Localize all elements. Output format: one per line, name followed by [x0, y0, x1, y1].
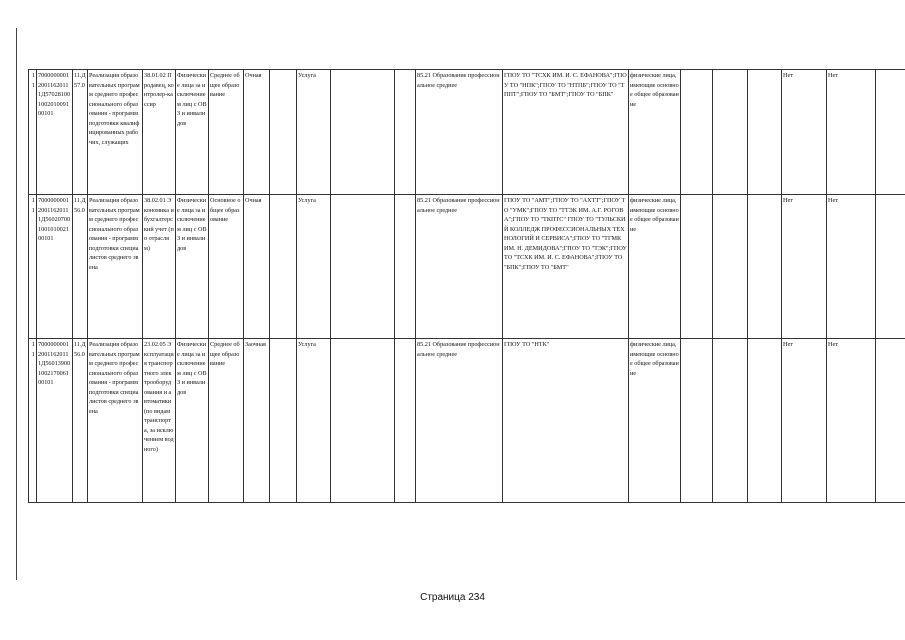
service-name: Реализация образовательных программ среднего профессионального образования - программ подготовки квалифицированных рабочих, служащих — [88, 70, 143, 195]
row-number: 11 — [29, 70, 37, 195]
row-number: 11 — [29, 195, 37, 339]
student-category: Физические лица за исключением лиц с ОВЗ и инвалидов — [176, 195, 209, 339]
service-type: Услуга — [297, 195, 331, 339]
flag-value: Нет — [827, 195, 876, 339]
okved-code: 85.21 Образование профессиональное среднее — [416, 339, 503, 503]
page-number: Страница 234 — [420, 592, 485, 603]
flag-value: Нет — [827, 70, 876, 195]
empty-cell — [681, 70, 713, 195]
consumers: физические лица, имеющие основное общее образование — [629, 339, 681, 503]
service-code: 11.Д56.0 — [73, 339, 88, 503]
consumers: физические лица, имеющие основное общее образование — [629, 195, 681, 339]
registry-table — [28, 69, 905, 503]
organizations: ГПОУ ТО "НТК" — [503, 339, 629, 503]
empty-cell — [331, 339, 395, 503]
empty-cell — [395, 70, 416, 195]
education-level: Основное общее образование — [209, 195, 244, 339]
empty-cell — [748, 195, 782, 339]
empty-cell — [270, 70, 297, 195]
education-level: Среднее общее образование — [209, 70, 244, 195]
service-type: Услуга — [297, 339, 331, 503]
study-form: Заочная — [244, 339, 270, 503]
flag-value: Нет — [782, 339, 827, 503]
empty-cell — [713, 195, 748, 339]
empty-cell — [270, 195, 297, 339]
organizations: ГПОУ ТО "ТСХК ИМ. И. С. ЕФАНОВА";ГПОУ ТО "НПК";ГПОУ ТО "НТПБ";ГПОУ ТО "ТППТ";ГПОУ ТО "БМТ";ГПОУ ТО "БПК" — [503, 70, 629, 195]
empty-cell — [681, 195, 713, 339]
table-row — [29, 339, 905, 503]
empty-cell — [713, 70, 748, 195]
empty-cell — [270, 339, 297, 503]
table-row — [29, 195, 905, 339]
empty-cell — [331, 195, 395, 339]
service-code: 11.Д56.0 — [73, 195, 88, 339]
row-number: 11 — [29, 339, 37, 503]
organizations: ГПОУ ТО "АМТ";ГПОУ ТО "АХТТ";ГПОУ ТО "УМК";ГПОУ ТО "ТТЭК ИМ. А.Г. РОГОВА";ГПОУ ТО "ТКПТС" ГПОУ ТО "ТУЛЬСКИЙ КОЛЛЕДЖ ПРОФЕССИОНАЛЬНЫХ ТЕХНОЛОГИЙ И СЕРВИСА";ГПОУ ТО "ТГМК ИМ. Н. ДЕМИДОВА";ГПОУ ТО "ТЭК";ГПОУ ТО "ТСХК ИМ. И. С. ЕФАНОВА";ГПОУ ТО "БПК";ГПОУ ТО "БМТ" — [503, 195, 629, 339]
empty-cell — [876, 70, 905, 195]
education-level: Среднее общее образование — [209, 339, 244, 503]
flag-value: Нет — [782, 70, 827, 195]
service-type: Услуга — [297, 70, 331, 195]
empty-cell — [876, 195, 905, 339]
table-row — [29, 70, 905, 195]
okved-code: 85.21 Образование профессиональное среднее — [416, 195, 503, 339]
registry-code: 700000000120011620111Д57028100100201009100101 — [37, 70, 73, 195]
registry-code: 700000000120011620111Д56020700100101002100101 — [37, 195, 73, 339]
student-category: Физические лица за исключением лиц с ОВЗ и инвалидов — [176, 339, 209, 503]
empty-cell — [395, 195, 416, 339]
specialty: 38.01.02 Продавец, контролер-кассир — [143, 70, 176, 195]
study-form: Очная — [244, 195, 270, 339]
service-name: Реализация образовательных программ среднего профессионального образования - программ подготовки специалистов среднего звена — [88, 339, 143, 503]
specialty: 23.02.05 Эксплуатация транспортного электрооборудования и автоматики (по видам транспорта, за исключением водного) — [143, 339, 176, 503]
specialty: 38.02.01 Экономика и бухгалтерский учет (по отраслям) — [143, 195, 176, 339]
empty-cell — [748, 339, 782, 503]
margin-line — [16, 28, 17, 580]
empty-cell — [876, 339, 905, 503]
registry-code: 700000000120011620111Д56013900100217006100101 — [37, 339, 73, 503]
empty-cell — [713, 339, 748, 503]
consumers: физические лица, имеющие основное общее образование — [629, 70, 681, 195]
empty-cell — [331, 70, 395, 195]
study-form: Очная — [244, 70, 270, 195]
flag-value: Нет — [827, 339, 876, 503]
empty-cell — [681, 339, 713, 503]
service-code: 11.Д57.0 — [73, 70, 88, 195]
service-name: Реализация образовательных программ среднего профессионального образования - программ подготовки специалистов среднего звена — [88, 195, 143, 339]
empty-cell — [395, 339, 416, 503]
student-category: Физические лица за исключением лиц с ОВЗ и инвалидов — [176, 70, 209, 195]
okved-code: 85.21 Образование профессиональное среднее — [416, 70, 503, 195]
empty-cell — [748, 70, 782, 195]
flag-value: Нет — [782, 195, 827, 339]
